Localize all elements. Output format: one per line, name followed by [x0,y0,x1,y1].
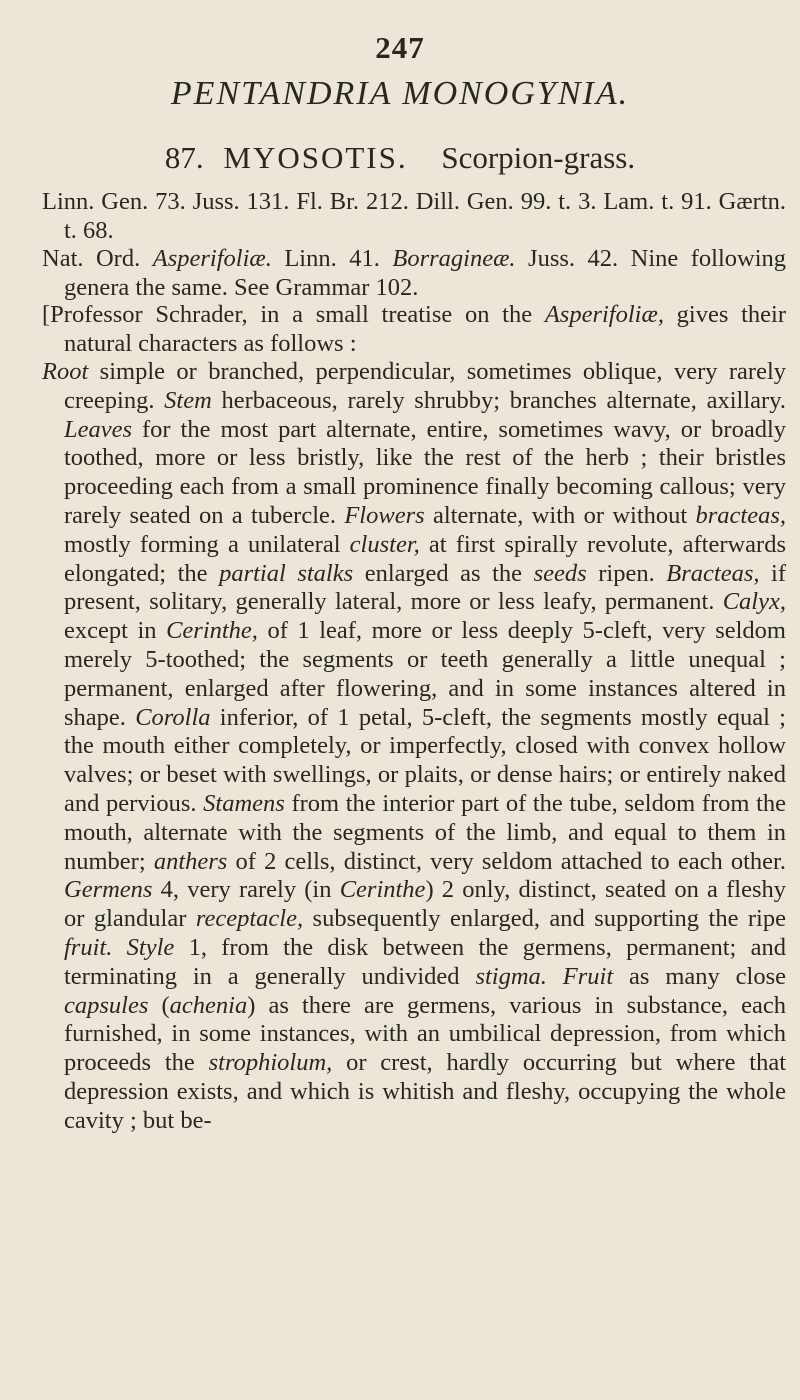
description-text: subsequently enlarged, and supporting the ripe [303,905,786,933]
description-term: Cerinthe, [166,617,258,645]
description-term: fruit. [64,933,113,961]
description-term: seeds [533,559,587,587]
description-term: Germens [64,876,153,904]
intro-before: [Professor Schrader, in a small treatise on the [42,301,545,328]
description-term: Corolla [135,703,211,731]
description-text: of 1 leaf, more or less deeply 5-cleft, very seldom merely 5-toothed; the segments or teeth generally a little unequal ; permanent, enlarged after flowering, and in some instances altered in shape. [64,617,786,731]
natural-order-family: Borragineæ. [392,245,516,272]
description-text: simple or branched, perpendicular, sometimes oblique, very rarely creeping. [64,358,786,414]
description-term: strophiolum, [208,1049,333,1077]
description-text: from the interior part of the tube, seldom from the mouth, alternate with the segments of the limb, and equal to them in number; [64,789,787,875]
description-term: Root [42,358,89,385]
genus-name: MYOSOTIS. [223,140,408,175]
description-term: Style [126,933,175,961]
section-heading: PENTANDRIA MONOGYNIA. [170,75,630,112]
description-term: Fruit [562,962,614,990]
description-text: ) 2 only, distinct, seated on a fleshy or glandular [64,876,787,933]
description-term: cluster, [349,530,420,558]
page-number: 247 [375,30,425,65]
genus-common-name: Scorpion-grass. [441,140,636,175]
description-text: at first spirally revolute, afterwards elongated; the [64,530,786,587]
description-text: for the most part alternate, entire, sometimes wavy, or broadly toothed, more or less bristly, like the rest of the herb ; their bristles proceeding each from a small prominence finally becoming callous; very rarely seated on a tubercle. [64,415,786,529]
genus-title [0,140,800,176]
natural-order-linn: Linn. 41. [284,245,380,272]
description-text: as many close [613,962,787,990]
description-term: Bracteas, [666,559,760,587]
intro-paragraph [42,301,786,359]
description-text: except in [64,617,167,645]
description-text: ripen. [586,559,667,587]
intro-after: gives their natural characters as follows : [64,301,786,357]
description-text: 4, very rarely (in [152,876,340,904]
description-term: stigma. [475,962,547,990]
description-term: Calyx, [722,588,786,616]
description-paragraph [42,358,786,1136]
description-term: Cerinthe [339,876,426,904]
description-text: of 2 cells, distinct, very seldom attached to each other. [227,847,786,875]
intro-italic: Asperifoliæ, [544,301,664,328]
description-text [112,934,126,961]
natural-order-prefix: Nat. Ord. [42,245,141,272]
description-term: receptacle, [195,905,304,933]
description-term: partial stalks [219,559,354,587]
description-text: inferior, of 1 petal, 5-cleft, the segments mostly equal ; the mouth either completely, or imperfectly, closed with convex hollow valves; or beset with swellings, or plaits, or dense hairs; or entirely naked and pervious. [64,703,786,817]
description-text: 1, from the disk between the germens, permanent; and terminating in a generally undivided [64,933,787,990]
description-text: ( [148,991,170,1019]
description-text: enlarged as the [353,559,534,587]
natural-order-rest: Juss. 42. Nine following genera the same. See Grammar 102. [64,245,787,301]
description-text: or crest, hardly occurring but where that depression exists, and which is whitish and fleshy, occupying the whole cavity ; but be- [64,1049,787,1134]
natural-order-name: Asperifoliæ. [152,245,272,272]
description-term: Leaves [64,415,133,443]
natural-order [42,245,786,303]
description-text: mostly forming a unilateral [64,530,350,558]
description-text: alternate, with or without [424,501,696,529]
description-term: Stamens [203,789,285,817]
genus-number: 87. [164,140,204,175]
description-text: herbaceous, rarely shrubby; branches alternate, axillary. [211,386,786,414]
description-text: if present, solitary, generally lateral, more or less leafy, permanent. [64,559,787,616]
description-term: Flowers [344,501,425,529]
description-text [547,963,563,990]
description-term: bracteas, [695,501,787,529]
description-term: anthers [153,847,228,875]
description-term: achenia [169,991,248,1019]
description-text: ) as there are germens, various in substance, each furnished, in some instances, with an umbilical depression, from which proceeds the [64,991,786,1077]
description-term: capsules [64,991,149,1019]
description-term: Stem [164,386,212,414]
references: Linn. Gen. 73. Juss. 131. Fl. Br. 212. Dill. Gen. 99. t. 3. Lam. t. 91. Gærtn. t. 68. [42,188,786,244]
